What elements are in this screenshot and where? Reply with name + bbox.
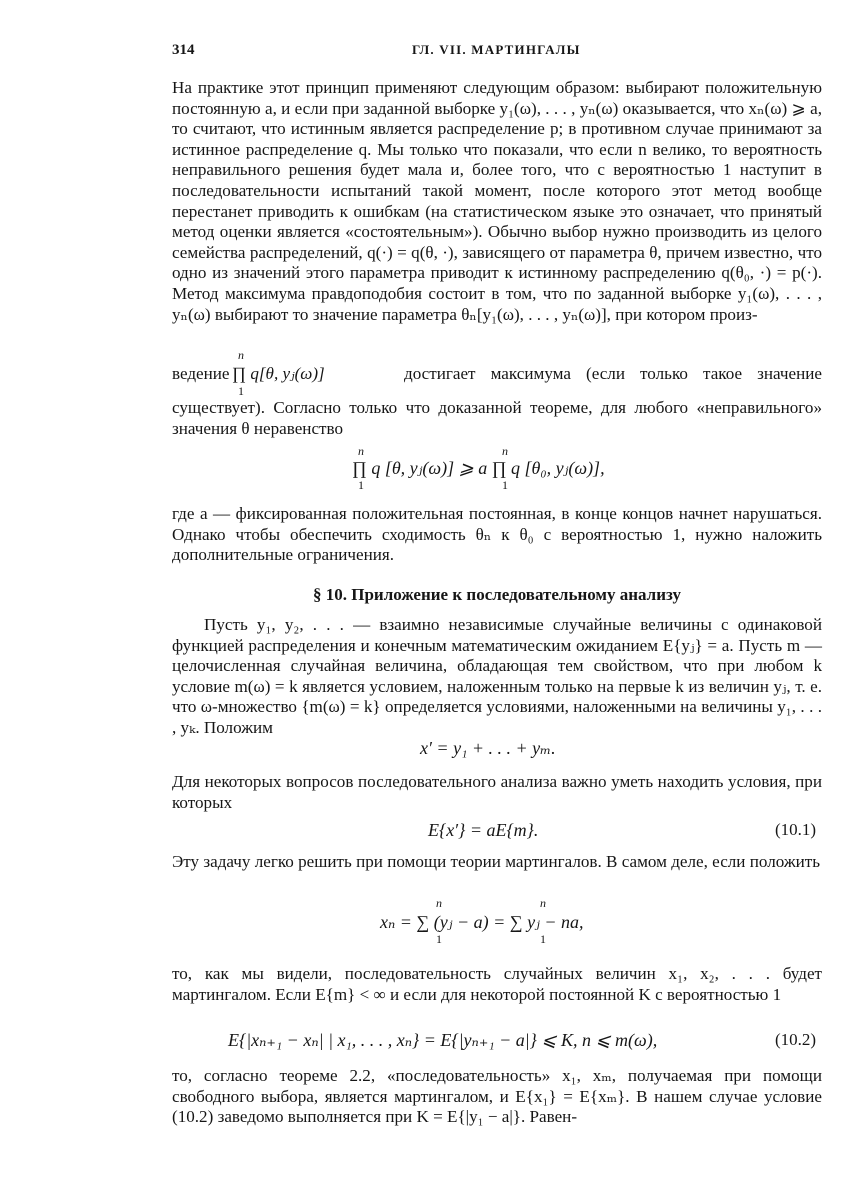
page-number: 314 [172, 42, 195, 58]
equation-label-10-2: (10.2) [775, 1030, 817, 1049]
product-inline-line [172, 348, 822, 404]
inline-text-suffix: достигает максимума (если только такое значение [404, 364, 822, 383]
chapter-title: ГЛ. VII. МАРТИНГАЛЫ [412, 42, 581, 57]
paragraph-bounded-increments: то, как мы видели, последовательность случайных величин x₁, x₂, . . . будет мартингалом. Если E{m} < ∞ и если для некоторой постоянной K с вероятностью 1 [172, 964, 822, 1004]
paragraph-likelihood: На практике этот принцип применяют следующим образом: выбирают положительную постоянную a, и если при заданной выборке y₁(ω), . . . , yₙ(ω) оказывается, что xₙ(ω) ⩾ a, то считают, что истинным является распределение p; в противном случае принимают за истинное распределение q. Мы только что показали, что если n велико, то вероятность неправильного решения будет мала и, более того, что с вероятностью 1 наступит в последовательности испытаний такой момент, после которого этот метод вообще перестанет приводить к ошибкам (на статистическом языке это означает, что принятый метод оценки является «состоятельным»). Обычно выбор нужно производить из целого семейства распределений, q(·) = q(θ, ·), зависящего от параметра θ, причем известно, что одно из значений этого параметра приводит к истинному распределению q(θ₀, ·) = p(·). Метод максимума правдоподобия состоит в том, что по заданной выборке y₁(ω), . . . , yₙ(ω) выбирают то значение параметра θₙ[y₁(ω), . . . , yₙ(ω)], при котором произ- [172, 78, 822, 324]
paragraph-martingale: Эту задачу легко решить при помощи теории мартингалов. В самом деле, если положить [172, 852, 821, 871]
equation-10-2: E{|xₙ₊₁ − xₙ| | x₁, . . . , xₙ} = E{|yₙ₊₁ − a|} ⩽ K, n ⩽ m(ω), [228, 1030, 658, 1050]
equation-label-10-1: (10.1) [775, 820, 817, 839]
equation-xprime: x′ = y₁ + . . . + yₘ. [420, 738, 556, 758]
ineq-lower-limit-2: 1 [502, 478, 508, 492]
ineq-formula: ∏ q [θ, yⱼ(ω)] ⩾ a ∏ q [θ₀, yⱼ(ω)], [352, 458, 605, 478]
product-inline-formula: ∏ q[θ, yⱼ(ω)] [232, 364, 325, 383]
sum-upper-limit-1: n [436, 896, 442, 910]
inline-text-prefix: ведение [172, 364, 230, 383]
sum-lower-limit-2: 1 [540, 932, 546, 946]
paragraph-sequential-setup: Пусть y₁, y₂, . . . — взаимно независимые случайные величины с одинаковой функцией распределения и конечным математическим ожиданием E{yⱼ} = a. Пусть m — целочисленная случайная величина, обладающая тем свойством, что при любом k условие m(ω) = k является условием, наложенным только на первые k из величин yⱼ, т. е. что ω-множество {m(ω) = k} определяется условиями, наложенными на величины y₁, . . . , yₖ. Положим [172, 615, 822, 737]
sum-upper-limit-2: n [540, 896, 546, 910]
running-head [172, 42, 822, 66]
ineq-upper-limit-1: n [358, 444, 364, 458]
paragraph-conditions: Для некоторых вопросов последовательного анализа важно уметь находить условия, при которых [172, 772, 822, 812]
ineq-lower-limit-1: 1 [358, 478, 364, 492]
sum-lower-limit-1: 1 [436, 932, 442, 946]
paragraph-optional-sampling: то, согласно теореме 2.2, «последовательность» x₁, xₘ, получаемая при помощи свободного выбора, является мартингалом, и E{x₁} = E{xₘ}. В нашем случае условие (10.2) заведомо выполняется при K = E{|y₁ − a|}. Равен- [172, 1066, 822, 1127]
paragraph-convergence: где a — фиксированная положительная постоянная, в конце концов начнет нарушаться. Однако чтобы обеспечить сходимость θₙ к θ₀ с вероятностью 1, нужно наложить дополнительные ограничения. [172, 504, 822, 565]
ineq-upper-limit-2: n [502, 444, 508, 458]
equation-10-1: E{x′} = aE{m}. [428, 820, 539, 840]
section-heading: § 10. Приложение к последовательному анализу [312, 585, 681, 604]
product-lower-limit: 1 [238, 384, 244, 398]
product-upper-limit: n [238, 348, 244, 362]
paragraph-likelihood-continued: существует). Согласно только что доказанной теореме, для любого «неправильного» значения θ неравенство [172, 398, 822, 438]
xn-sum-formula: xₙ = ∑ (yⱼ − a) = ∑ yⱼ − na, [380, 912, 584, 932]
